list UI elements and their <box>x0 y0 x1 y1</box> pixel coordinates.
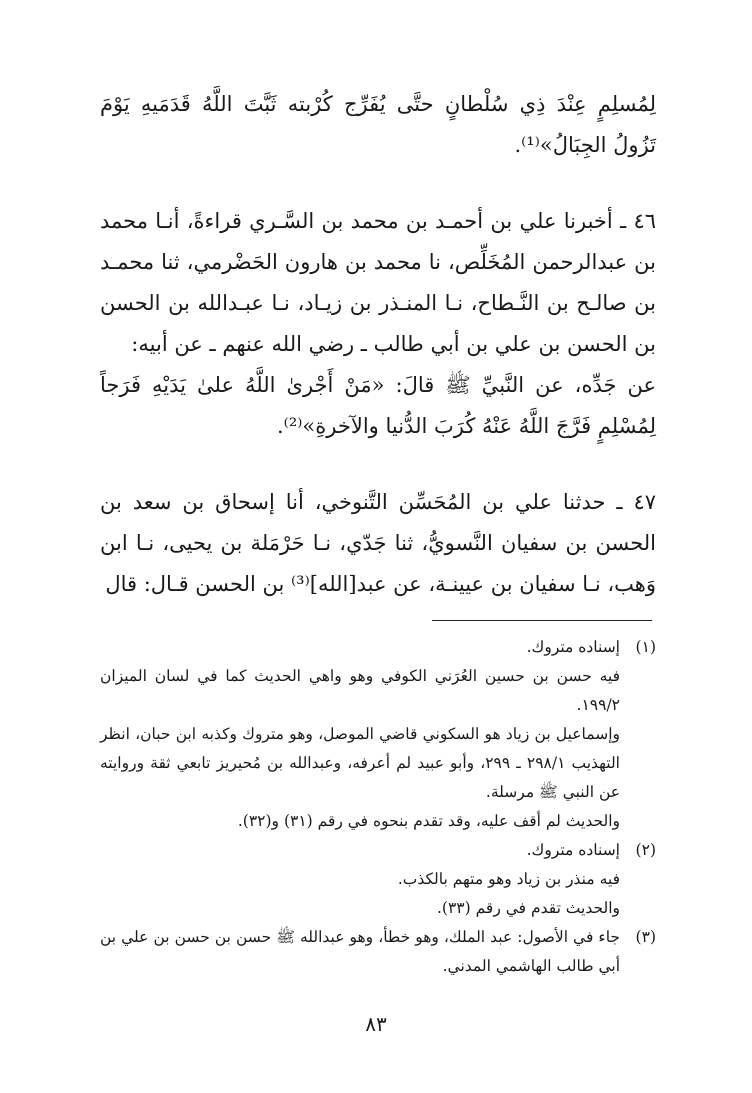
footnote-number: (٣) <box>635 928 656 946</box>
paragraph-hadith-end: لِمُسلِمٍ عِنْدَ ذِي سُلْطانٍ حتَّى يُفَرِّج كُرْبته ثَبَّتَ اللَّهُ قَدَمَيهِ يَوْمَ تَزُولُ الجِبَالُ»⁽¹⁾. <box>100 92 656 157</box>
footnotes <box>100 633 656 981</box>
footnote-number: (٢) <box>635 841 656 859</box>
footnote-line: إسناده متروك. <box>526 638 620 656</box>
footnote-line: فيه منذر بن زياد وهو متهم بالكذب. <box>397 870 620 888</box>
page-number: ٨٣ <box>365 1012 387 1036</box>
footnote-1 <box>100 633 656 836</box>
paragraph-46-isnad: ٤٦ ـ أخبرنا علي بن أحمـد بن محمد بن السَّـري قراءةً، أنـا محمد بن عبدالرحمن المُخَلِّص، نا محمد بن هارون الحَضْرمي، ثنا محمـد بن صالـح بن النَّـطاح، نـا المنـذر بن زيـاد، نـا عبـدالله بن الحسن بن الحسن بن علي بن أبي طالب ـ رضي الله عنهم ـ عن أبيه: <box>100 209 656 356</box>
footnote-line: فيه حسن بن حسين العُرَني الكوفي وهو واهي الحديث كما في لسان الميزان ١٩٩/٢. <box>100 667 620 714</box>
footnote-divider <box>432 620 652 621</box>
footnote-3 <box>100 923 656 981</box>
footnote-2 <box>100 836 656 923</box>
main-text <box>100 84 656 605</box>
footnote-line: والحديث تقدم في رقم (٣٣). <box>436 899 620 917</box>
footnote-line: وإسماعيل بن زياد هو السكوني قاضي الموصل، وهو متروك وكذبه ابن حبان، انظر التهذيب ٢٩٨/١ ـ ٢٩٩، وأبو عبيد لم أعرفه، وعبدالله بن مُحيريز تابعي ثقة وروايته عن النبي ﷺ مرسلة. <box>100 725 620 801</box>
footnote-line: جاء في الأصول: عبد الملك، وهو خطأ، وهو عبدالله ﷺ حسن بن حسن بن علي بن أبي طالب الهاشمي المدني. <box>100 928 620 975</box>
footnote-line: إسناده متروك. <box>526 841 620 859</box>
footnote-number: (١) <box>635 638 656 656</box>
paragraph-46-matn: عن جَدِّه، عن النَّبيِّ ﷺ قالَ: «مَنْ أَجْرىٰ اللَّهُ علىٰ يَدَيْهِ فَرَجاً لِمُسْلِمٍ فَرَّجَ اللَّهُ عَنْهُ كُرَبَ الدُّنيا والآخرةِ»⁽²⁾. <box>100 373 656 438</box>
paragraph-47-isnad: ٤٧ ـ حدثنا علي بن المُحَسِّن التَّنوخي، أنا إسحاق بن سعد بن الحسن بن سفيان النَّسويُّ، ثنا جَدّي، نـا حَرْمَلة بن يحيى، نـا ابن وَهب، نـا سفيان بن عيينـة، عن عبد[الله]⁽³⁾ بن الحسن قـال: قال <box>100 490 656 596</box>
footnote-line: والحديث لم أقف عليه، وقد تقدم بنحوه في رقم (٣١) و(٣٢). <box>237 812 620 830</box>
